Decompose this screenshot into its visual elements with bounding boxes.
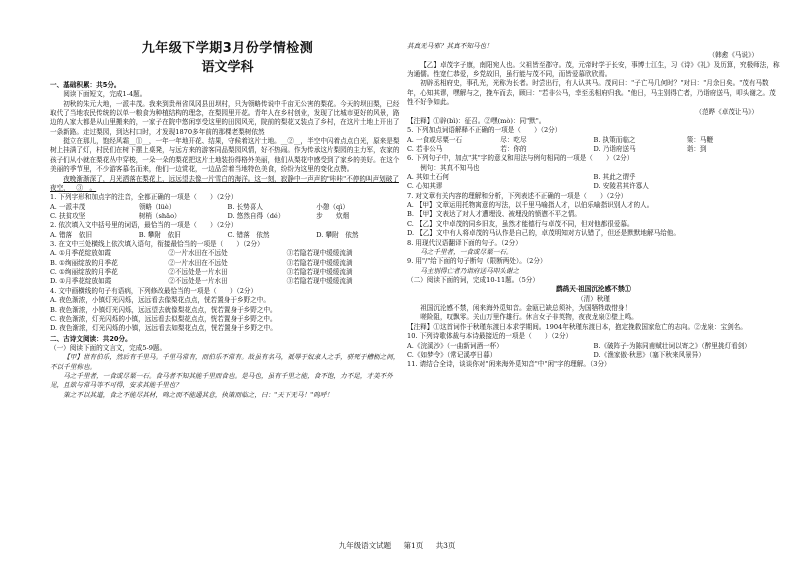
text-jia-paragraph: 马之千里者，一食或尽粟一石。食马者不知其能千里而食也。是马也，虽有千里之能，食不饱，力不足，才美不外见，且欲与常马等不可得，安求其能千里也？ <box>50 372 393 390</box>
q5-option-part: A. 一食或尽粟一石 <box>407 135 463 144</box>
q1-option: B. 长势喜人 <box>227 202 263 211</box>
q5-option-part: 若：你的 <box>500 144 527 153</box>
q4-option: A. 夜色渐浓，小镇灯光闪烁，远远看去像梨花点点，恍若置身于乡野之中。 <box>50 296 270 305</box>
q2-option-a-b: 依旧 <box>78 230 92 239</box>
q10-option-row <box>407 342 780 351</box>
q9-sentence: 马主别得亡者乃诣府送马叩头谢之 <box>420 266 520 275</box>
q2-option-c-b: 依然 <box>256 230 270 239</box>
q1-option: C. 扶贫攻坚 <box>50 211 86 220</box>
q2-option <box>228 231 317 240</box>
q10-option: B.《破阵子·为陈同甫赋壮词以寄之》（醉里挑灯看剑） <box>593 341 751 350</box>
q6-option: C. 心知其谬 <box>407 182 443 191</box>
passage-intro: 阅读下面短文，完成1-4题。 <box>63 90 147 99</box>
q3-option-part: ②一片水田在不远处 <box>168 258 228 267</box>
text-jia-paragraph: 【甲】世有伯乐，然后有千里马。千里马常有，而伯乐不常有。故虽有名马，祗辱于奴隶人之手，骈死于槽枥之间，不以千里称也。 <box>50 353 400 371</box>
text-yi-paragraph: 【乙】卓茂字子康，南阳宛人也。父祖皆至郡守。茂，元帝时学于长安，事博士江生，习《诗》《礼》及历算，究极师法，称为通儒。性宽仁恭爱，乡党故旧，虽行能与茂不同，而皆爱慕欣欣焉。 <box>407 60 780 79</box>
q3-option-part: ③若隐若现中缓缓流淌 <box>286 249 353 258</box>
right-column <box>407 0 780 370</box>
q2-option-c: C. 错落 <box>227 230 250 239</box>
q10-option: D.《渔家傲·秋思》（塞下秋来风景异） <box>593 350 705 359</box>
q3-option-part: C. ①绚丽绽放的月季花 <box>50 268 118 277</box>
poem-line: 祖国沉沦感不禁，闲来海外觅知音。金瓯已缺总须补，为国牺牲敢惜身！ <box>420 304 632 313</box>
q1-option: 小憩（qì） <box>316 202 349 211</box>
q6-option: D. 安陵君其许寡人 <box>593 182 649 191</box>
exam-title: 九年级下学期3月份学情检测 <box>141 41 314 56</box>
q1-option: D. 悠然自得（dé） <box>227 211 285 220</box>
q7-option: B. 【甲】文表达了对人才遭埋没、被埋没的愤懑不平之情。 <box>407 210 581 219</box>
citation-yi: （范晔《卓茂让马》） <box>695 107 758 116</box>
q5-option-part: 尽：吃尽 <box>500 135 527 144</box>
q3-option-part: ③若隐若现中缓缓流淌 <box>286 258 353 267</box>
q3-option-row <box>50 259 405 268</box>
q6-option: A. 其如土石何 <box>407 173 449 182</box>
text-jia-paragraph: 策之不以其道，食之不能尽其材，鸣之而不能通其意，执策而临之，曰："天下无马！"呜呼！ <box>63 390 334 399</box>
q2-option-d: D. 攀附 <box>316 230 339 239</box>
q1-options-row <box>50 203 405 212</box>
q5-option-part: 诣：到 <box>686 144 707 153</box>
poem-title: 鹧鸪天·祖国沉沦感不禁① <box>556 285 631 294</box>
q4-option: D. 夜色渐浓，灯光闪烁的小镇，远远看去如梨花点点，恍若置身于乡野之中。 <box>50 324 277 333</box>
q4-option: C. 夜色渐浓，灯光闪烁的小镇，远远看去似梨花点点，恍若置身于乡野之中。 <box>50 314 277 323</box>
q1-options-row <box>50 212 405 221</box>
q5-option-part: C. 若非公马 <box>407 144 443 153</box>
page-footer <box>0 541 794 552</box>
q3-option-part: ②不远处是一片水田 <box>168 277 228 286</box>
question-3: 3. 在文中三处横线上依次填入语句，衔接最恰当的一项是（ ）（2分） <box>50 240 264 249</box>
q10-option: C.《如梦令》（常记溪亭日暮） <box>407 350 497 359</box>
poem-line: 嗟险阻，叹飘零。关山万里作雄行。休言女子非英物，夜夜龙泉②壁上鸣。 <box>420 313 638 322</box>
q5-option-row <box>407 136 780 145</box>
q1-option: 领略（lüè） <box>138 202 176 211</box>
footer-page-number: 第1页 <box>403 541 424 550</box>
section-1-heading: 一、基础积累：共5分。 <box>50 80 121 89</box>
footer-exam-name: 九年级语文试题 <box>338 541 392 550</box>
text-yi-paragraph: 初辟丞相府史，事孔光，光称为长者。时尝出行，有人认其马。茂问曰："子亡马几何时？"对曰："月余日矣。"茂有马数年，心知其谬，嘿解与之，挽车而去，顾曰："若非公马，幸至丞相府归我。"他日，马主别得亡者，乃诣府送马，叩头谢之。茂性不好争如此。 <box>407 79 776 107</box>
q10-option-row <box>407 351 780 360</box>
q5-option-part: B. 执策而临之 <box>593 135 636 144</box>
question-10: 10. 下列诗歌体裁与本诗最接近的一项是（ ）（2分） <box>407 332 573 341</box>
q4-option: B. 夜色渐浓，小镇灯光闪烁，远远望去就像梨花点点，恍若置身于乡野之中。 <box>50 305 277 314</box>
q6-example: 例句：其真不知马也 <box>420 163 480 172</box>
left-column <box>50 0 405 400</box>
passage-paragraph: 挺立在那儿，饱经风霜__①__，一年一年地开花、结果，守候着这片土地。__②__，半空中闪着点点白光，原来是梨树上挂满了灯，村民们在树下摆上桌凳，与远方来的游客同品梨园风情，好不热闹。作为传承这片梨园的主力军，农家的孩子们从小就在梨花丛中穿梭，一朵一朵的梨花把这片土地装扮得格外美丽，他们从梨花中感受到了家乡的美好。在这个美丽的季节里，不少游客慕名而来，他们一边赏花，一边品尝着当地特色美食，纷纷为这里的变化点赞。 <box>50 137 400 174</box>
q10-option: A.《浣溪沙》（一曲新词酒一杯） <box>407 341 503 350</box>
q3-option-part: B. ①绚丽绽放的月季花 <box>50 258 118 267</box>
passage-paragraph: 夜晚渐渐深了，月光洒落在梨花上，远远望去像一片雪白的海洋。这一刻，寂静中一声声的"咔咔"不停的叫声划破了夜空，__③__。 <box>50 174 399 192</box>
q3-option-part: ②一片水田在不远处 <box>168 249 228 258</box>
q1-option: 树梢（shāo） <box>138 211 181 220</box>
citation-jia: （韩愈《马说》） <box>708 51 758 60</box>
q5-option-part: 策：马鞭 <box>686 135 714 144</box>
question-7: 7. 对文章有关内容的理解和分析，下列表述不正确的一项是（ ）（2分） <box>407 191 628 200</box>
passage-paragraph: 初秋的朱元大地，一派丰茂。我来到贵州省凤冈县田坝村，只为领略传说中千亩无公害的梨花。今天的坝田梨，已经取代了当地农民传统的以单一粮食为种植结构的理念，在梨园里开花。青年人在乡村创业，发现了比城市更好的风景，路边的人家大都是从山里搬来的，一家子在院中悠闲享受这里的田园风光，院前的梨花又装点了乡村，在这片土地上开出了一条新路。走过梨园，到达村口时，才发现1870多年前的那棵老梨树依然 <box>50 99 400 136</box>
q1-option: 步 炊烟 <box>316 211 350 220</box>
question-2: 2. 依次填入文中括号里的词语，最恰当的一项是（ ）（2分） <box>50 221 238 230</box>
q3-option-part: D. ①月季花绽放如霞 <box>50 277 112 286</box>
poem-annotation: 【注释】①这首词作于秋瑾东渡日本求学期间。1904年秋瑾东渡日本，抱定挽救国家危亡的志向。②龙泉：宝剑名。 <box>407 322 747 331</box>
section-2-heading: 二、古诗文阅读：共20分。 <box>50 334 132 343</box>
question-8: 8. 用现代汉语翻译下面的句子。（2分） <box>407 238 522 247</box>
subsection-1-heading: （一）阅读下面的文言文，完成5-9题。 <box>50 343 167 352</box>
question-9: 9. 用"/"给下面的句子断句（限断两处）。（2分） <box>407 257 547 266</box>
q3-option-part: A. ①月季花绽放如霞 <box>50 249 112 258</box>
q2-option-a: A. 错落 <box>50 230 73 239</box>
q8-sentence: 马之千里者，一食或尽粟一石。 <box>420 247 513 256</box>
annotation: 【注释】①辟(bì)：征召。②嘿(mò)：同"默"。 <box>407 116 546 125</box>
q6-option: B. 其此之谓乎 <box>593 173 636 182</box>
q7-option: A. 【甲】文章运用托物寓意的写法，以千里马喻指人才，以伯乐喻指识别人才的人。 <box>407 201 654 210</box>
q2-option <box>316 231 405 240</box>
q3-option-part: ③若隐若现中缓缓流淌 <box>286 277 353 286</box>
q3-option-row <box>50 277 405 286</box>
q2-option <box>139 231 228 240</box>
q1-option: A. 一派丰茂 <box>50 202 86 211</box>
exam-subtitle: 语文学科 <box>201 60 254 76</box>
q2-option <box>50 231 139 240</box>
question-6: 6. 下列句子中，加点"其"字的意义和用法与例句相同的一项是（ ）（2分） <box>407 154 634 163</box>
q2-options-row <box>50 231 405 240</box>
question-5: 5. 下列加点词语解释不正确的一项是（ ）（2分） <box>407 126 562 135</box>
footer-total-pages: 共3页 <box>435 541 456 550</box>
q6-option-row <box>407 182 780 191</box>
q2-option-d-b: 依然 <box>345 230 359 239</box>
subsection-2-heading: （二）阅读下面的词，完成10-11题。（5分） <box>407 275 539 284</box>
q5-option-row <box>407 145 780 154</box>
q6-option-row <box>407 173 780 182</box>
text-jia-ending: 其真无马邪？其真不知马也！ <box>407 42 493 50</box>
q7-option: D. 【乙】文中有人将卓茂的马认作是自己的，卓茂明知对方认错了，但还是默默地解马给他。 <box>407 229 680 238</box>
q2-option-b-b: 依旧 <box>167 230 181 239</box>
q3-option-part: ③若隐若现中缓缓流淌 <box>286 268 353 277</box>
q7-option: C. 【乙】文中卓茂的同乡旧友，虽然才能德行与卓茂不同，但对他都很爱慕。 <box>407 219 634 228</box>
q2-option-b: B. 攀附 <box>138 230 161 239</box>
question-1: 1. 下列字形和加点字的注音，全都正确的一项是（ ）（2分） <box>50 193 238 202</box>
question-4: 4. 文中画横线的句子有语病，下列修改最恰当的一项是（ ）（2分） <box>50 286 258 295</box>
q3-option-row <box>50 249 405 258</box>
q3-option-part: ②不远处是一片水田 <box>168 268 228 277</box>
poem-author: （清）秋瑾 <box>577 294 610 303</box>
q5-option-part: D. 乃诣府送马 <box>593 144 636 153</box>
question-11: 11. 请结合全诗，谈谈你对"闲来海外觅知音"中"闲"字的理解。（3分） <box>407 360 611 369</box>
